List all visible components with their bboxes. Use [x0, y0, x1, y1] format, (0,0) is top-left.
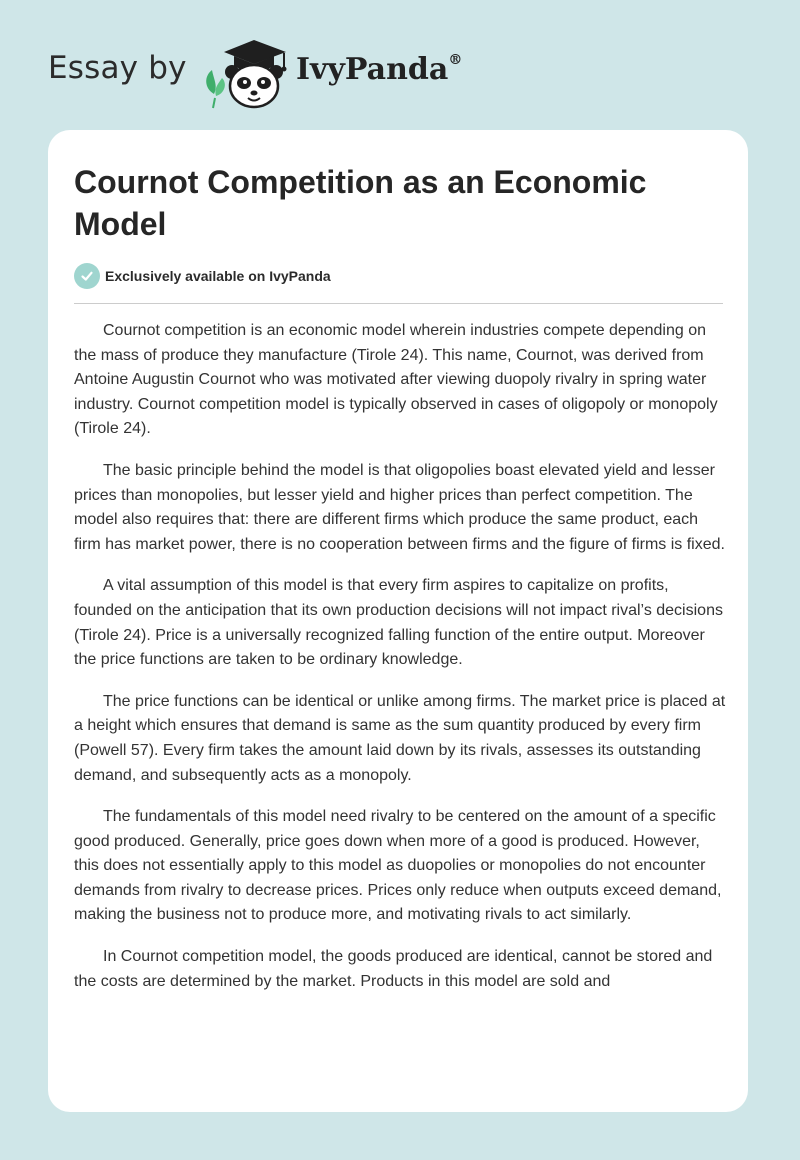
site-header — [0, 0, 800, 130]
leaf-icon — [206, 70, 225, 108]
essay-card — [48, 130, 748, 1112]
paragraph: A vital assumption of this model is that every firm aspires to capitalize on profits, founded on the anticipation that its own production decisions will not impact rival’s decisions (Tirole 24). Price is a universally recognized falling function of the entire output. Moreover the price functions are taken to be ordinary knowledge. — [74, 577, 723, 669]
paragraph: The basic principle behind the model is that oligopolies boast elevated yield and lesser prices than monopolies, but lesser yield and higher prices than perfect competition. The model also requires that: there are different firms which produce the same product, each firm has market power, there is no cooperation between firms and the figure of firms is fixed. — [74, 461, 725, 553]
essay-body — [74, 319, 726, 1011]
paragraph: The fundamentals of this model need rivalry to be centered on the amount of a specific good produced. Generally, price goes down when more of a good is produced. However, this does not essentially apply to this model as duopolies or monopolies do not encounter demands from rivalry to decrease prices. Prices only reduce when outputs exceed demand, making the business not to produce more, and motivating rivals to act similarly. — [74, 808, 722, 924]
brand-name[interactable] — [296, 52, 462, 87]
panda-graduate-logo-icon[interactable] — [200, 36, 294, 110]
registered-mark: ® — [448, 52, 463, 68]
divider — [74, 303, 723, 304]
paragraph: Cournot competition is an economic model wherein industries compete depending on the mass of produce they manufacture (Tirole 24). This name, Cournot, was derived from Antoine Augustin Cournot who was motivated after viewing duopoly rivalry in spring water industry. Cournot competition model is typically observed in cases of oligopoly or monopoly (Tirole 24). — [74, 322, 718, 438]
brand-name-text: IvyPanda — [296, 52, 449, 87]
essay-title: Cournot Competition as an Economic Model — [74, 164, 647, 242]
paragraph: The price functions can be identical or unlike among firms. The market price is placed at a height which ensures that demand is same as the sum quantity produced by every firm (Powell 57). Every firm takes the amount laid down by its rivals, assesses its outstanding demand, and subsequently acts as a monopoly. — [74, 692, 726, 784]
paragraph: In Cournot competition model, the goods produced are identical, cannot be stored and the costs are determined by the market. Products in this model are sold and — [74, 948, 713, 990]
exclusive-badge-label: Exclusively available on IvyPanda — [105, 268, 331, 284]
checkmark-icon — [74, 263, 100, 289]
exclusive-badge — [74, 263, 331, 289]
essay-by-label: Essay by — [48, 50, 187, 86]
